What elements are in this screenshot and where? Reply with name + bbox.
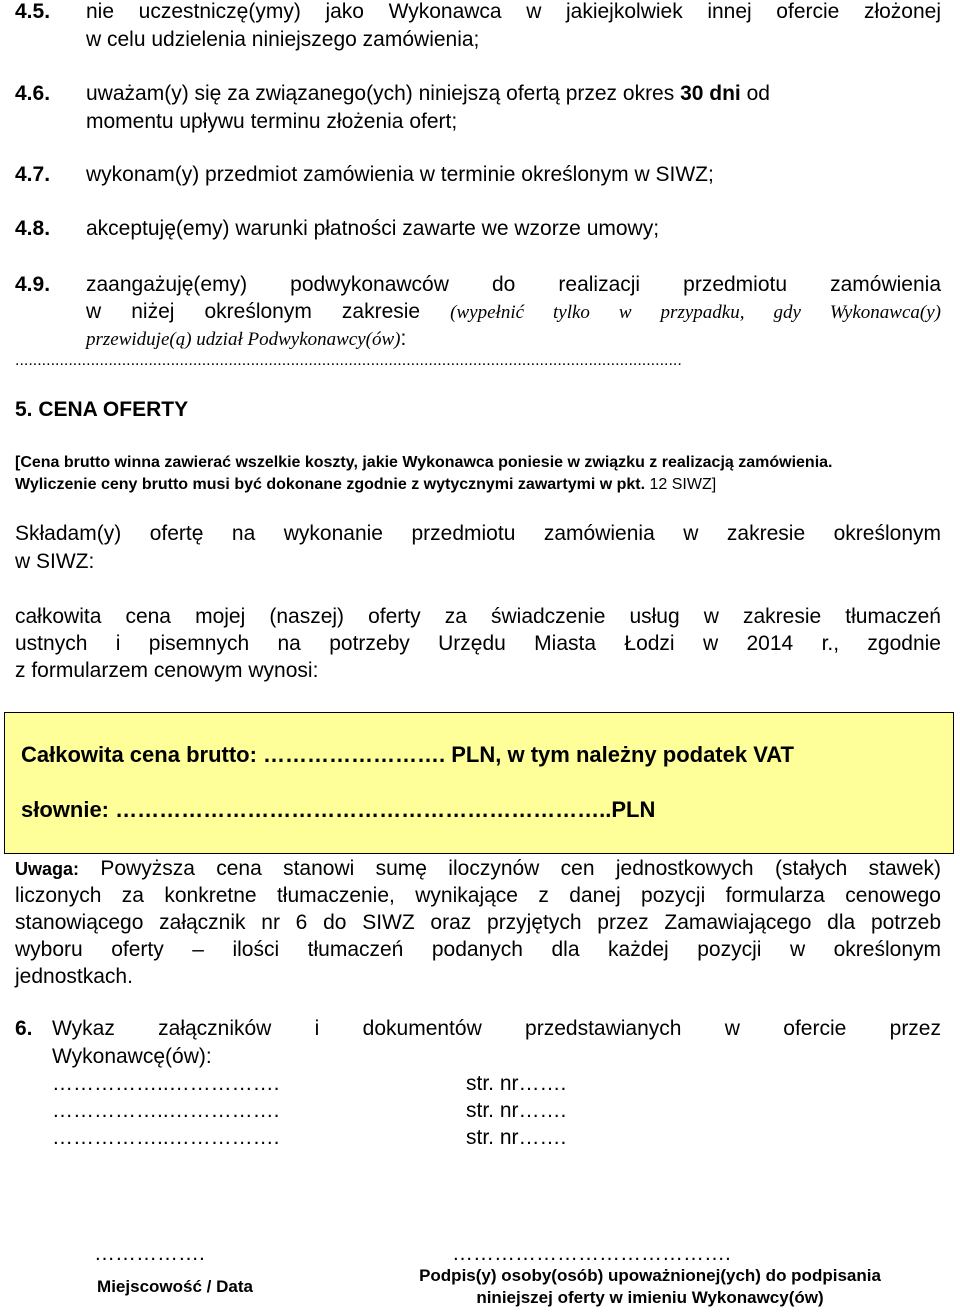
price-note: [Cena brutto winna zawierać wszelkie koszty, jakie Wykonawca poniesie w związku z realizacją zamówienia. [15, 454, 833, 471]
item-text: wykonam(y) przedmiot zamówienia w terminie określonym w SIWZ; [86, 163, 714, 186]
uwaga-line: wyboru oferty – ilości tłumaczeń podanych dla każdej pozycji w określonym [15, 938, 941, 961]
paragraph-line: ustnych i pisemnych na potrzeby Urzędu Miasta Łodzi w 2014 r., zgodnie [15, 632, 941, 655]
attachment-dots: ……………..……………. [52, 1099, 280, 1122]
paragraph-line: Składam(y) ofertę na wykonanie przedmiotu zamówienia w zakresie określonym [15, 522, 941, 545]
uwaga-text: Powyższa cena stanowi sumę iloczynów cen jednostkowych (stałych stawek) [79, 857, 941, 880]
item-text: momentu upływu terminu złożenia ofert; [86, 110, 458, 133]
item-number: 4.7. [15, 163, 51, 186]
price-box [4, 712, 954, 854]
attachments-heading: Wykonawcę(ów): [52, 1045, 212, 1068]
item-number: 4.9. [15, 273, 51, 296]
uwaga-line [15, 855, 941, 883]
item-text-italic: (wypełnić tylko w przypadku, gdy Wykonawca(y) [450, 302, 941, 323]
section-number: 6. [15, 1017, 33, 1040]
price-note [15, 474, 716, 496]
attachment-dots: ……………..……………. [52, 1126, 280, 1149]
uwaga-label: Uwaga: [15, 859, 80, 879]
uwaga-line: stanowiącego załącznik nr 6 do SIWZ oraz przyjętych przez Zamawiającego dla potrzeb [15, 911, 941, 934]
price-in-words-line: słownie: …………………………………………………………..PLN [21, 797, 656, 822]
dotted-fill-line: ...................................................................................................................................................... [15, 352, 682, 369]
item-number: 4.5. [15, 0, 51, 23]
item-text [86, 325, 406, 353]
paragraph-line: całkowita cena mojej (naszej) oferty za świadczenie usług w zakresie tłumaczeń [15, 605, 941, 628]
item-text: w celu udzielenia niniejszego zamówienia; [86, 28, 480, 51]
item-text-part: : [400, 327, 407, 350]
item-text-italic: przewiduje(ą) udział Podwykonawcy(ów) [86, 329, 401, 350]
attachment-dots: ……………..……………. [52, 1072, 280, 1095]
signature-dots: …………………………………. [452, 1242, 731, 1265]
uwaga-line: liczonych za konkretne tłumaczenie, wynikające z danej pozycji formularza cenowego [15, 884, 941, 907]
section-title: 5. CENA OFERTY [15, 398, 189, 421]
item-number: 4.8. [15, 217, 51, 240]
item-text: akceptuję(emy) warunki płatności zawarte we wzorze umowy; [86, 217, 660, 240]
uwaga-line: jednostkach. [15, 965, 133, 988]
price-note-part: 12 SIWZ] [649, 476, 717, 493]
total-price-line: Całkowita cena brutto: ……………………. PLN, w tym należny podatek VAT [21, 742, 794, 767]
item-text-part: w niżej określonym zakresie [86, 300, 451, 323]
paragraph-line: z formularzem cenowym wynosi: [15, 659, 319, 682]
item-text-part: uważam(y) się za związanego(ych) niniejszą ofertą przez okres [86, 82, 681, 105]
item-text: nie uczestniczę(ymy) jako Wykonawca w jakiejkolwiek innej ofercie złożonej [86, 0, 941, 23]
signature-label-line: niniejszej oferty w imieniu Wykonawcy(ów) [476, 1288, 824, 1307]
item-text [86, 298, 941, 326]
price-note-part: Wyliczenie ceny brutto musi być dokonane zgodnie z wytycznymi zawartymi w pkt. [15, 476, 650, 493]
item-text-part: od [740, 82, 770, 105]
item-text [86, 80, 941, 107]
place-date-label: Miejscowość / Data [97, 1277, 253, 1296]
item-text-bold: 30 dni [680, 82, 741, 105]
attachment-page: str. nr……. [466, 1099, 567, 1122]
item-text: zaangażuję(emy) podwykonawców do realizacji przedmiotu zamówienia [86, 273, 941, 296]
item-number: 4.6. [15, 82, 51, 105]
attachment-page: str. nr……. [466, 1126, 567, 1149]
attachments-heading: Wykaz załączników i dokumentów przedstawianych w ofercie przez [52, 1017, 941, 1040]
paragraph-line: w SIWZ: [15, 550, 95, 573]
place-date-dots: ……………. [94, 1242, 205, 1265]
signature-label-line: Podpis(y) osoby(osób) upoważnionej(ych) do podpisania [419, 1266, 881, 1285]
attachment-page: str. nr……. [466, 1072, 567, 1095]
signature-label [370, 1265, 930, 1309]
